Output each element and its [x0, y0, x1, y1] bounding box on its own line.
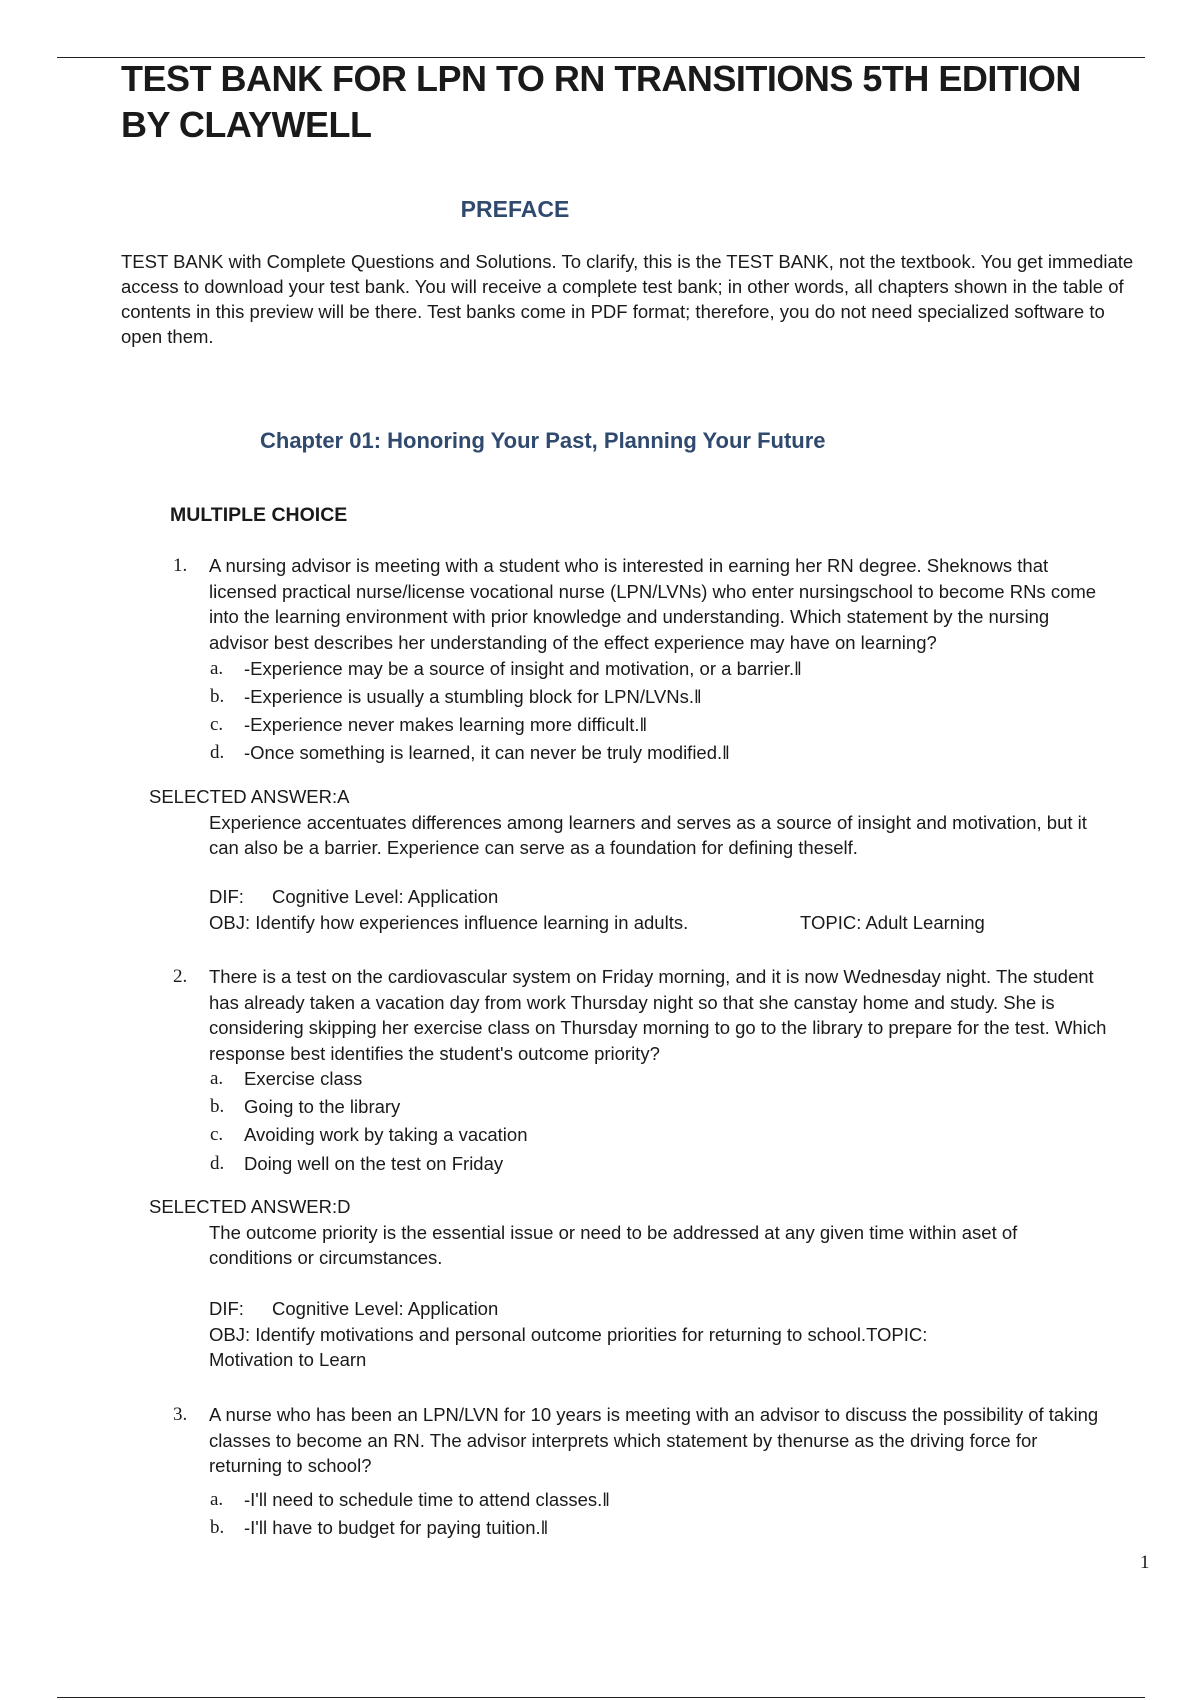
topic: TOPIC: Adult Learning [800, 912, 985, 933]
option-letter: c. [210, 714, 224, 735]
option-text: -Once something is learned, it can never be truly modified.‖ [244, 742, 730, 763]
question-text: A nurse who has been an LPN/LVN for 10 years is meeting with an advisor to discuss the possibility of taking classes to become an RN. The advisor interprets which statement by thenurse as the driving force for returning to school? [209, 1404, 1099, 1476]
objective: OBJ: Identify how experiences influence learning in adults. [209, 912, 689, 933]
selected-answer: SELECTED ANSWER:D [149, 1196, 351, 1217]
topic: Motivation to Learn [209, 1349, 367, 1370]
option-letter: a. [210, 1068, 224, 1089]
option-text: -Experience never makes learning more difficult.‖ [244, 714, 648, 735]
question-number: 1. [173, 555, 188, 576]
section-heading: MULTIPLE CHOICE [170, 504, 348, 526]
option-text: Avoiding work by taking a vacation [244, 1124, 528, 1145]
dif-value: Cognitive Level: Application [272, 1298, 499, 1319]
option-letter: b. [210, 686, 225, 707]
question-text: A nursing advisor is meeting with a student who is interested in earning her RN degree. Sheknows that licensed practical nurse/license vocational nurse (LPN/LVNs) who enter nursingschool to become RNs come into the learning environment with prior knowledge and understanding. Which statement by the nursing advisor best describes her understanding of the effect experience may have on learning? [209, 555, 1097, 653]
dif-value: Cognitive Level: Application [272, 886, 499, 907]
preface-text: TEST BANK with Complete Questions and Solutions. To clarify, this is the TEST BANK, not the textbook. You get immediate access to download your test bank. You will receive a complete test bank; in other words, all chapters shown in the table of contents in this preview will be there. Test banks come in PDF format; therefore, you do not need specialized software to open them. [121, 251, 1134, 347]
option-text: Doing well on the test on Friday [244, 1153, 504, 1174]
answer-rationale: The outcome priority is the essential issue or need to be addressed at any given time within aset of conditions or circumstances. [209, 1222, 1018, 1268]
option-letter: b. [210, 1517, 225, 1538]
question-number: 3. [173, 1404, 188, 1425]
answer-rationale: Experience accentuates differences among learners and serves as a source of insight and motivation, but it can also be a barrier. Experience can serve as a foundation for defining theself. [209, 812, 1087, 858]
option-letter: a. [210, 658, 224, 679]
objective: OBJ: Identify motivations and personal outcome priorities for returning to school.TOPIC: [209, 1324, 928, 1345]
document-title: TEST BANK FOR LPN TO RN TRANSITIONS 5TH EDITION BY CLAYWELL [121, 58, 1081, 145]
option-text: -I'll need to schedule time to attend classes.‖ [244, 1489, 610, 1510]
dif-label: DIF: [209, 1298, 244, 1319]
option-text: Exercise class [244, 1068, 363, 1089]
selected-answer: SELECTED ANSWER:A [149, 786, 350, 807]
option-letter: b. [210, 1096, 225, 1117]
chapter-heading: Chapter 01: Honoring Your Past, Planning Your Future [260, 428, 826, 453]
dif-label: DIF: [209, 886, 244, 907]
bottom-rule [57, 1697, 1145, 1698]
option-letter: c. [210, 1124, 224, 1145]
option-text: -I'll have to budget for paying tuition.‖ [244, 1517, 549, 1538]
option-text: -Experience may be a source of insight and motivation, or a barrier.‖ [244, 658, 802, 679]
page-number: 1 [1140, 1552, 1150, 1573]
option-text: -Experience is usually a stumbling block for LPN/LVNs.‖ [244, 686, 702, 707]
option-letter: d. [210, 1153, 225, 1174]
option-letter: d. [210, 742, 225, 763]
option-text: Going to the library [244, 1096, 401, 1117]
question-number: 2. [173, 966, 188, 987]
option-letter: a. [210, 1489, 224, 1510]
question-text: There is a test on the cardiovascular system on Friday morning, and it is now Wednesday night. The student has already taken a vacation day from work Thursday night so that she canstay home and study. She is considering skipping her exercise class on Thursday morning to go to the library to prepare for the test. Which response best identifies the student's outcome priority? [209, 966, 1107, 1064]
preface-heading: PREFACE [460, 196, 570, 222]
